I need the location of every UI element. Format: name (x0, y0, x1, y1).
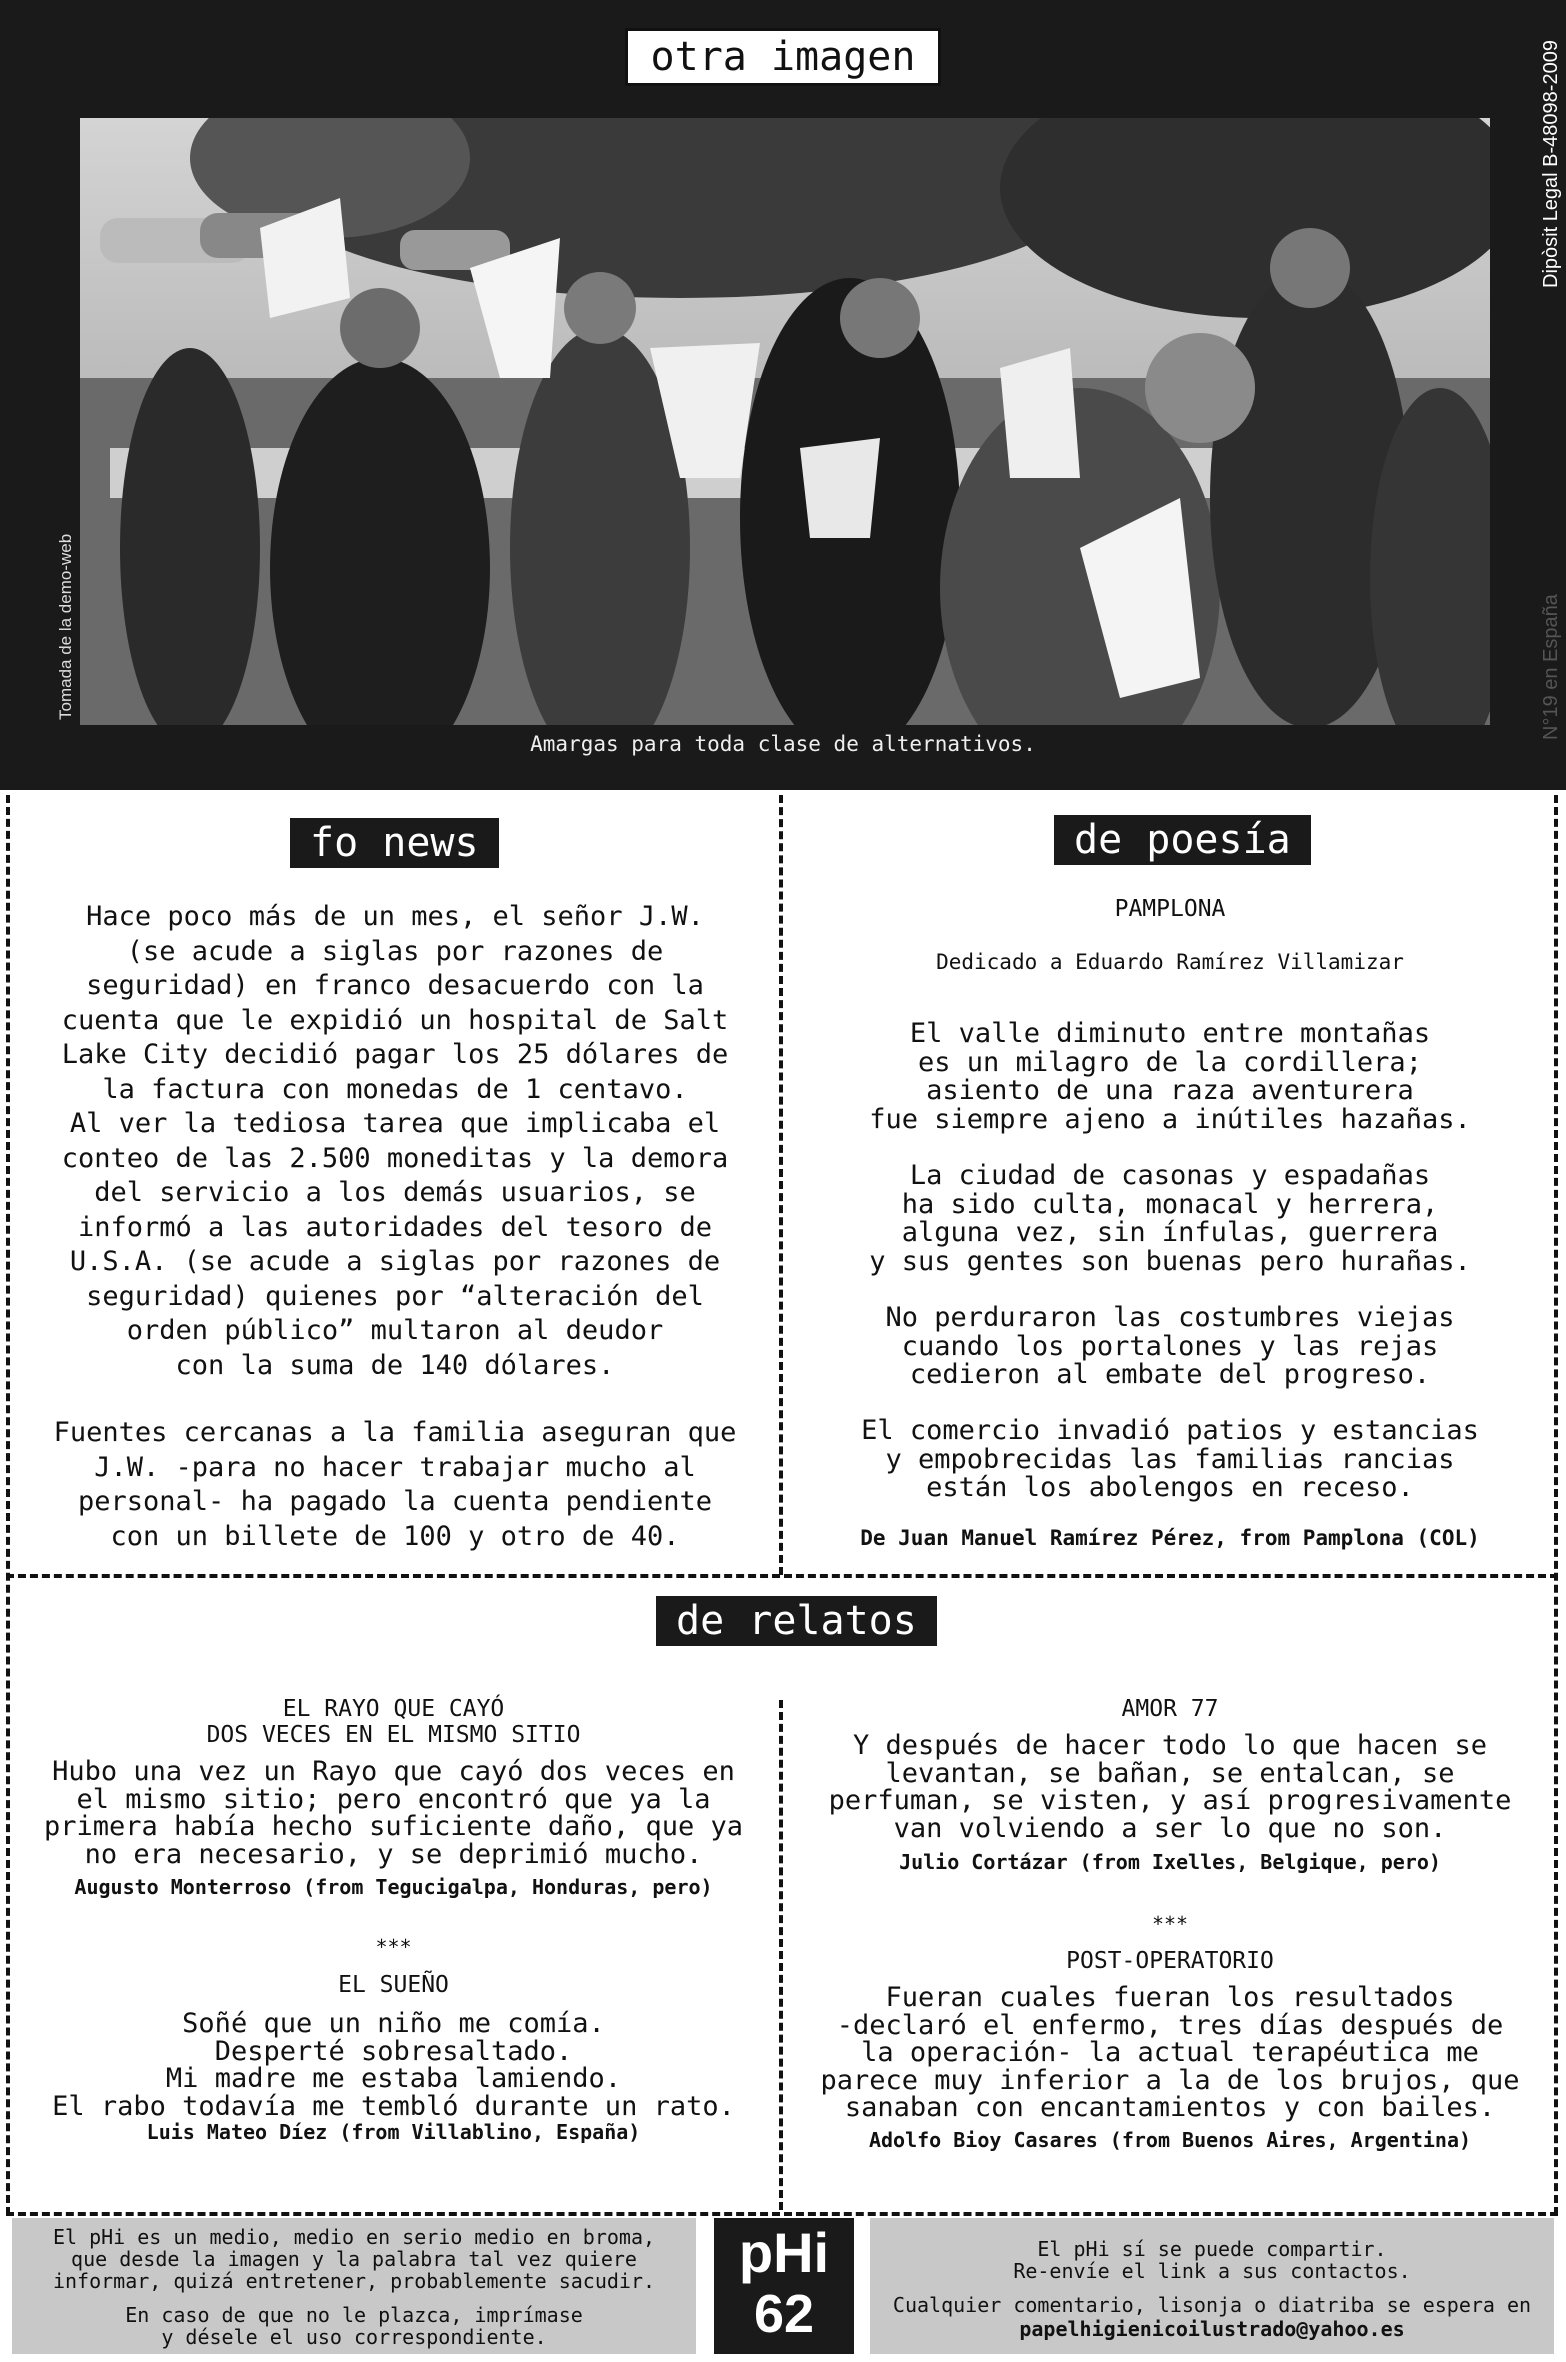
logo-number: 62 (753, 2284, 815, 2344)
poem-stanza-1: El valle diminuto entre montañas es un milagro de la cordillera; asiento de una raza aventurera fue siempre ajeno a inútiles hazañas. (869, 1018, 1471, 1135)
section-divider (6, 1574, 1558, 1578)
frame-left-line (6, 795, 10, 2215)
poem-author: De Juan Manuel Ramírez Pérez, from Pamplona (COL) (860, 1526, 1480, 1550)
footer-divider (6, 2212, 1558, 2216)
story-postoperatorio-text: Fueran cuales fueran los resultados -declaró el enfermo, tres días después de la operación- la actual terapéutica me parece muy inferior a la de los brujos, que sanaban con encantamientos y con bailes. (820, 1982, 1520, 2123)
contact-email-link[interactable]: papelhigienicoilustrado@yahoo.es (1019, 2317, 1405, 2341)
relatos-heading: de relatos (656, 1596, 937, 1646)
header-photo (80, 118, 1490, 725)
story-separator-left: *** (375, 1935, 412, 1959)
poem-dedication: Dedicado a Eduardo Ramírez Villamizar (936, 950, 1404, 974)
logo-name: pHi (738, 2221, 830, 2284)
column-divider-bottom (779, 1700, 783, 2210)
story-amor-text: Y después de hacer todo lo que hacen se levantan, se bañan, se entalcan, se perfuman, se visten, y así progresivamente van volviendo a ser lo que no son. (828, 1730, 1512, 1844)
fo-news-heading: fo news (290, 818, 499, 868)
story-rayo-author: Augusto Monterroso (from Tegucigalpa, Honduras, pero) (74, 1875, 713, 1899)
story-rayo-text: Hubo una vez un Rayo que cayó dos veces en el mismo sitio; pero encontró que ya la primera había hecho suficiente daño, que ya no era necesario, y se deprimió mucho. (44, 1756, 743, 1870)
footer-contact-text: Cualquier comentario, lisonja o diatriba se espera en (892, 2293, 1532, 2317)
phi-logo (714, 2218, 854, 2354)
poem-stanza-4: El comercio invadió patios y estancias y empobrecidas las familias rancias están los abolengos en receso. (861, 1415, 1479, 1503)
legal-deposit: Dipòsit Legal B-48098-2009 (1540, 40, 1562, 288)
page-title: otra imagen (625, 28, 941, 86)
footer-share-panel (870, 2218, 1554, 2354)
fo-news-paragraph-1: Hace poco más de un mes, el señor J.W. (se acude a siglas por razones de seguridad) en franco desacuerdo con la cuenta que le expidió un hospital de Salt Lake City decidió pagar los 25 dólares de la factura con monedas de 1 centavo. Al ver la tediosa tarea que implicaba el conteo de las 2.500 moneditas y la demora del servicio a los demás usuarios, se informó a las autoridades del tesoro de U.S.A. (se acude a siglas por razones de seguridad) quienes por “alteración del orden público” multaron al deudor con la suma de 140 dólares. (61, 901, 729, 1381)
story-postoperatorio-title: POST-OPERATORIO (1066, 1948, 1274, 1974)
issue-number: N°19 en España (1540, 594, 1562, 740)
story-postoperatorio-author: Adolfo Bioy Casares (from Buenos Aires, Argentina) (868, 2128, 1472, 2152)
story-rayo-title: EL RAYO QUE CAYÓ DOS VECES EN EL MISMO SITIO (206, 1696, 581, 1748)
footer-print-note: En caso de que no le plazca, imprímase y désele el uso correspondiente. (125, 2303, 583, 2349)
poem-title: PAMPLONA (1114, 896, 1226, 922)
footer-about-text: El pHi es un medio, medio en serio medio en broma, que desde la imagen y la palabra tal vez quiere informar, quizá entretener, probablemente sacudir. (52, 2225, 656, 2293)
photo-credit: Tomada de la demo-web (56, 533, 75, 720)
poem-stanza-3: No perduraron las costumbres viejas cuando los portalones y las rejas cedieron al embate del progreso. (885, 1302, 1455, 1390)
story-sueno-title: EL SUEÑO (338, 1972, 449, 1998)
story-sueno-text: Soñé que un niño me comía. Desperté sobresaltado. Mi madre me estaba lamiendo. El rabo todavía me tembló durante un rato. (52, 2008, 735, 2122)
footer-share-text: El pHi sí se puede compartir. Re-envíe el link a sus contactos. (1013, 2237, 1411, 2283)
column-divider-top (779, 795, 783, 1575)
story-amor-title: AMOR 77 (1121, 1696, 1219, 1722)
photo-caption: Amargas para toda clase de alternativos. (530, 732, 1036, 756)
poesia-heading: de poesía (1054, 815, 1311, 865)
fo-news-paragraph-2: Fuentes cercanas a la familia aseguran que J.W. -para no hacer trabajar mucho al personal- ha pagado la cuenta pendiente con un billete de 100 y otro de 40. (53, 1417, 737, 1552)
poem-stanza-2: La ciudad de casonas y espadañas ha sido culta, monacal y herrera, alguna vez, sin ínfulas, guerrera y sus gentes son buenas pero hurañas. (869, 1160, 1471, 1277)
story-amor-author: Julio Cortázar (from Ixelles, Belgique, pero) (899, 1850, 1441, 1874)
story-separator-right: *** (1151, 1912, 1189, 1936)
footer-about-panel (12, 2218, 696, 2354)
frame-right-line (1554, 795, 1558, 2215)
story-sueno-author: Luis Mateo Díez (from Villablino, España) (146, 2120, 641, 2144)
